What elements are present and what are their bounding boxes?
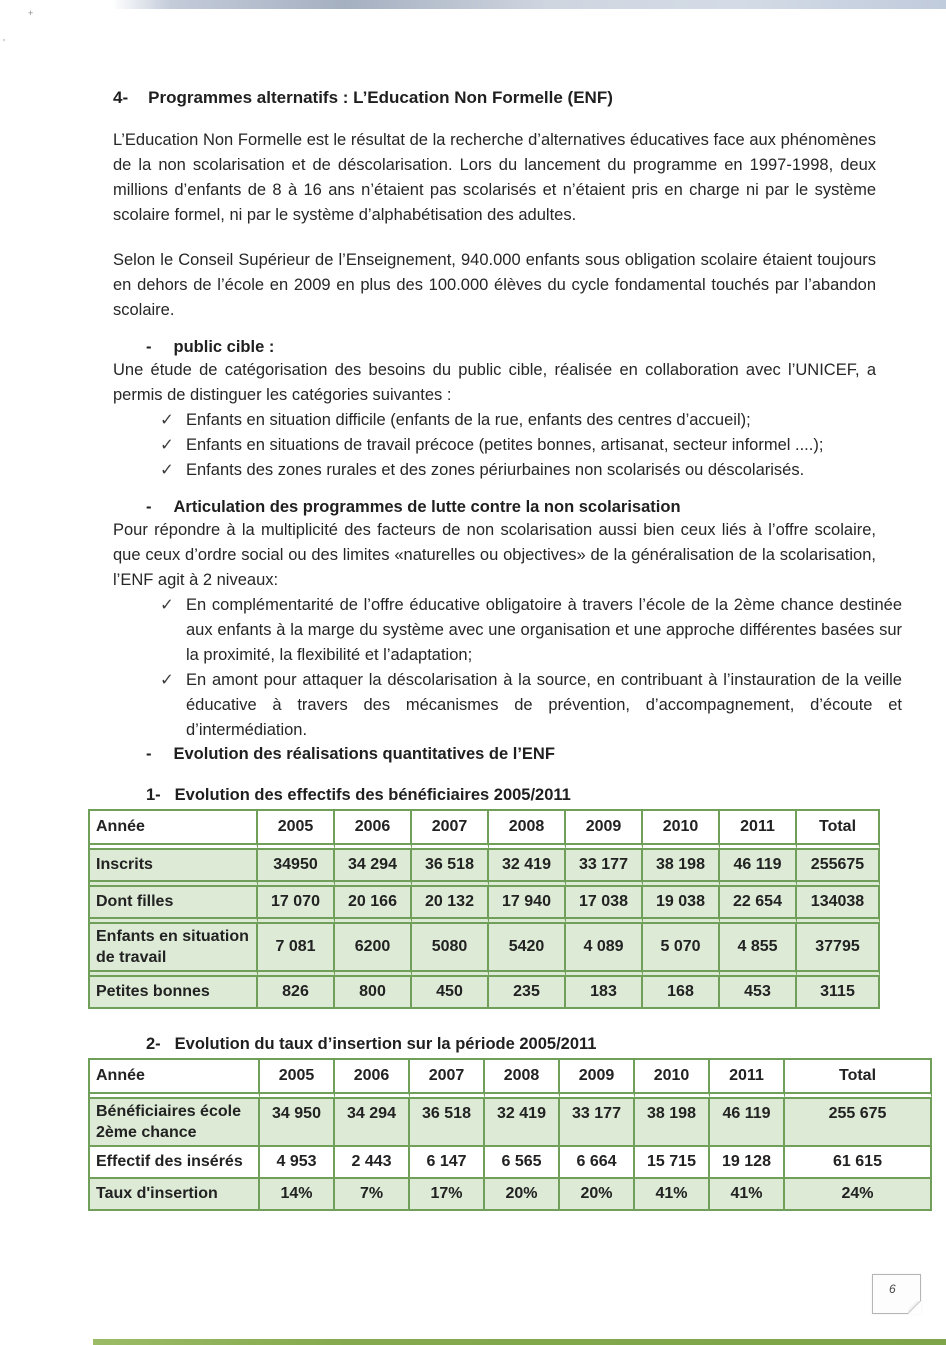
list-item-text: Enfants en situation difficile (enfants de la rue, enfants des centres d’accueil);: [186, 411, 751, 429]
list-item-text: En complémentarité de l’offre éducative obligatoire à travers l’école de la 2ème chance destinée aux enfants à la marge du système avec une organisation et une approche différentes basées sur la proximité, la flexibilité et l’adaptation;: [186, 596, 902, 664]
table-row: [90, 1179, 932, 1211]
subheading-public-cible: [146, 338, 946, 357]
list-item: [160, 668, 902, 743]
table2-title: [146, 1035, 946, 1054]
column-header: 2009: [566, 811, 643, 850]
table-cell: 34 950: [260, 1099, 335, 1147]
paragraph-articulation: Pour répondre à la multiplicité des facteurs de non scolarisation aussi bien ceux liés à l’offre scolaire, que ceux d’ordre social ou des limites «naturelles ou objectives» de la généralisation de la scolarisation, l’ENF agit à 2 niveaux:: [113, 521, 876, 589]
section-title-text: Programmes alternatifs : L’Education Non Formelle (ENF): [148, 88, 613, 107]
table-cell: 33 177: [560, 1099, 635, 1147]
table-row: [90, 1147, 932, 1179]
table-cell: 255675: [797, 850, 880, 887]
table-cell: 5 070: [643, 924, 720, 977]
table-cell: 5080: [412, 924, 489, 977]
list-item-text: Enfants des zones rurales et des zones périurbaines non scolarisés ou déscolarisés.: [186, 461, 805, 479]
subheading-articulation: [146, 498, 946, 517]
column-header: 2010: [635, 1060, 710, 1099]
subheading-evolution: [146, 745, 946, 764]
list-item: [160, 433, 902, 458]
table-cell: 46 119: [710, 1099, 785, 1147]
table-cell: 15 715: [635, 1147, 710, 1179]
page-number-box: [872, 1274, 921, 1314]
table1-title-text: Evolution des effectifs des bénéficiaires 2005/2011: [174, 786, 571, 804]
paragraph-intro-1: L’Education Non Formelle est le résultat de la recherche d’alternatives éducatives face aux phénomènes de la non scolarisation et de déscolarisation. Lors du lancement du programme en 1997-1998, deux millions d’enfants de 8 à 16 ans n’étaient pas scolarisés et n’étaient pris en charge ni par le système scolaire formel, ni par le système d’alphabétisation des adultes.: [113, 131, 876, 224]
table-cell: 6 147: [410, 1147, 485, 1179]
table-cell: 6 565: [485, 1147, 560, 1179]
table-cell: 20 166: [335, 887, 412, 924]
table-taux-insertion: [88, 1058, 932, 1211]
table-cell: 46 119: [720, 850, 797, 887]
table1-number: 1-: [146, 786, 161, 804]
column-header: 2006: [335, 1060, 410, 1099]
paragraph-public-cible: Une étude de catégorisation des besoins du public cible, réalisée en collaboration avec l’UNICEF, a permis de distinguer les catégories suivantes :: [113, 361, 876, 404]
table-cell: 4 953: [260, 1147, 335, 1179]
table2-number: 2-: [146, 1035, 161, 1053]
paragraph-intro-2: Selon le Conseil Supérieur de l’Enseignement, 940.000 enfants sous obligation scolaire étaient toujours en dehors de l’école en 2009 en plus des 100.000 élèves du cycle fondamental touchés par l’abandon scolaire.: [113, 251, 876, 319]
column-header: 2007: [410, 1060, 485, 1099]
row-label: Taux d'insertion: [90, 1179, 260, 1211]
table-cell: 19 128: [710, 1147, 785, 1179]
table-cell: 24%: [785, 1179, 932, 1211]
bottom-scan-artifact-bar: [93, 1339, 946, 1345]
stray-scan-mark: ': [3, 38, 5, 49]
table-cell: 20 132: [412, 887, 489, 924]
table-cell: 183: [566, 977, 643, 1009]
table-cell: 17 038: [566, 887, 643, 924]
table-cell: 36 518: [410, 1099, 485, 1147]
table-header-row: [90, 811, 880, 850]
table2-title-text: Evolution du taux d’insertion sur la période 2005/2011: [174, 1035, 597, 1053]
section-number: 4-: [113, 88, 129, 107]
top-scan-artifact-bar: [112, 0, 946, 9]
table-cell: 134038: [797, 887, 880, 924]
column-header: Total: [797, 811, 880, 850]
subheading-label: Articulation des programmes de lutte contre la non scolarisation: [173, 498, 681, 516]
list-item: [160, 408, 902, 433]
table-cell: 34 294: [335, 1099, 410, 1147]
table-cell: 7%: [335, 1179, 410, 1211]
table-cell: 6200: [335, 924, 412, 977]
row-label: Petites bonnes: [90, 977, 258, 1009]
table-header-row: [90, 1060, 932, 1099]
list-item: [160, 593, 902, 668]
table-cell: 41%: [635, 1179, 710, 1211]
dash-bullet: -: [146, 498, 152, 516]
table-cell: 168: [643, 977, 720, 1009]
table-cell: 38 198: [635, 1099, 710, 1147]
table-cell: 20%: [485, 1179, 560, 1211]
table-cell: 17 940: [489, 887, 566, 924]
list-item: [160, 458, 902, 483]
column-header: 2007: [412, 811, 489, 850]
table-cell: 6 664: [560, 1147, 635, 1179]
row-label: Inscrits: [90, 850, 258, 887]
table-cell: 235: [489, 977, 566, 1009]
table-cell: 450: [412, 977, 489, 1009]
table-cell: 36 518: [412, 850, 489, 887]
column-header: Année: [90, 811, 258, 850]
table-row: [90, 924, 880, 977]
subheading-label: Evolution des réalisations quantitatives de l’ENF: [173, 745, 555, 763]
folded-corner: [908, 1301, 921, 1314]
table-cell: 17%: [410, 1179, 485, 1211]
row-label: Bénéficiaires école 2ème chance: [90, 1099, 260, 1147]
column-header: Total: [785, 1060, 932, 1099]
column-header: 2008: [489, 811, 566, 850]
column-header: 2005: [260, 1060, 335, 1099]
list-item-text: Enfants en situations de travail précoce (petites bonnes, artisanat, secteur informel ....);: [186, 436, 824, 454]
check-icon: ✓: [160, 461, 174, 479]
table-cell: 33 177: [566, 850, 643, 887]
dash-bullet: -: [146, 338, 152, 356]
column-header: 2006: [335, 811, 412, 850]
dash-bullet: -: [146, 745, 152, 763]
check-icon: ✓: [160, 436, 174, 454]
page-number: 6: [889, 1282, 896, 1296]
table-cell: 22 654: [720, 887, 797, 924]
table-row: [90, 850, 880, 887]
table-row: [90, 1099, 932, 1147]
table-cell: 4 855: [720, 924, 797, 977]
stray-scan-mark: +: [28, 8, 34, 18]
column-header: 2005: [258, 811, 335, 850]
table-cell: 14%: [260, 1179, 335, 1211]
table-cell: 32 419: [485, 1099, 560, 1147]
table-cell: 3115: [797, 977, 880, 1009]
table-cell: 7 081: [258, 924, 335, 977]
table-cell: 5420: [489, 924, 566, 977]
check-icon: ✓: [160, 596, 174, 614]
subheading-label: public cible :: [173, 338, 275, 356]
column-header: 2008: [485, 1060, 560, 1099]
check-icon: ✓: [160, 671, 174, 689]
table-cell: 453: [720, 977, 797, 1009]
column-header: 2009: [560, 1060, 635, 1099]
table1-title: [146, 786, 946, 805]
check-icon: ✓: [160, 411, 174, 429]
table-cell: 32 419: [489, 850, 566, 887]
section-title: [113, 88, 946, 108]
table-cell: 4 089: [566, 924, 643, 977]
row-label: Enfants en situation de travail: [90, 924, 258, 977]
row-label: Dont filles: [90, 887, 258, 924]
table-cell: 37795: [797, 924, 880, 977]
table-cell: 20%: [560, 1179, 635, 1211]
table-row: [90, 977, 880, 1009]
table-cell: 2 443: [335, 1147, 410, 1179]
table-cell: 255 675: [785, 1099, 932, 1147]
column-header: Année: [90, 1060, 260, 1099]
table-cell: 17 070: [258, 887, 335, 924]
table-cell: 61 615: [785, 1147, 932, 1179]
table-cell: 800: [335, 977, 412, 1009]
table-cell: 38 198: [643, 850, 720, 887]
list-item-text: En amont pour attaquer la déscolarisation à la source, en contribuant à l’instauration de la veille éducative à travers des mécanismes de prévention, d’accompagnement, d’écoute et d’intermédiation.: [186, 671, 902, 739]
table-cell: 19 038: [643, 887, 720, 924]
column-header: 2011: [720, 811, 797, 850]
table-cell: 41%: [710, 1179, 785, 1211]
table-effectifs-beneficiaires: [88, 809, 880, 1009]
table-cell: 826: [258, 977, 335, 1009]
row-label: Effectif des insérés: [90, 1147, 260, 1179]
table-cell: 34950: [258, 850, 335, 887]
column-header: 2011: [710, 1060, 785, 1099]
table-row: [90, 887, 880, 924]
column-header: 2010: [643, 811, 720, 850]
table-cell: 34 294: [335, 850, 412, 887]
